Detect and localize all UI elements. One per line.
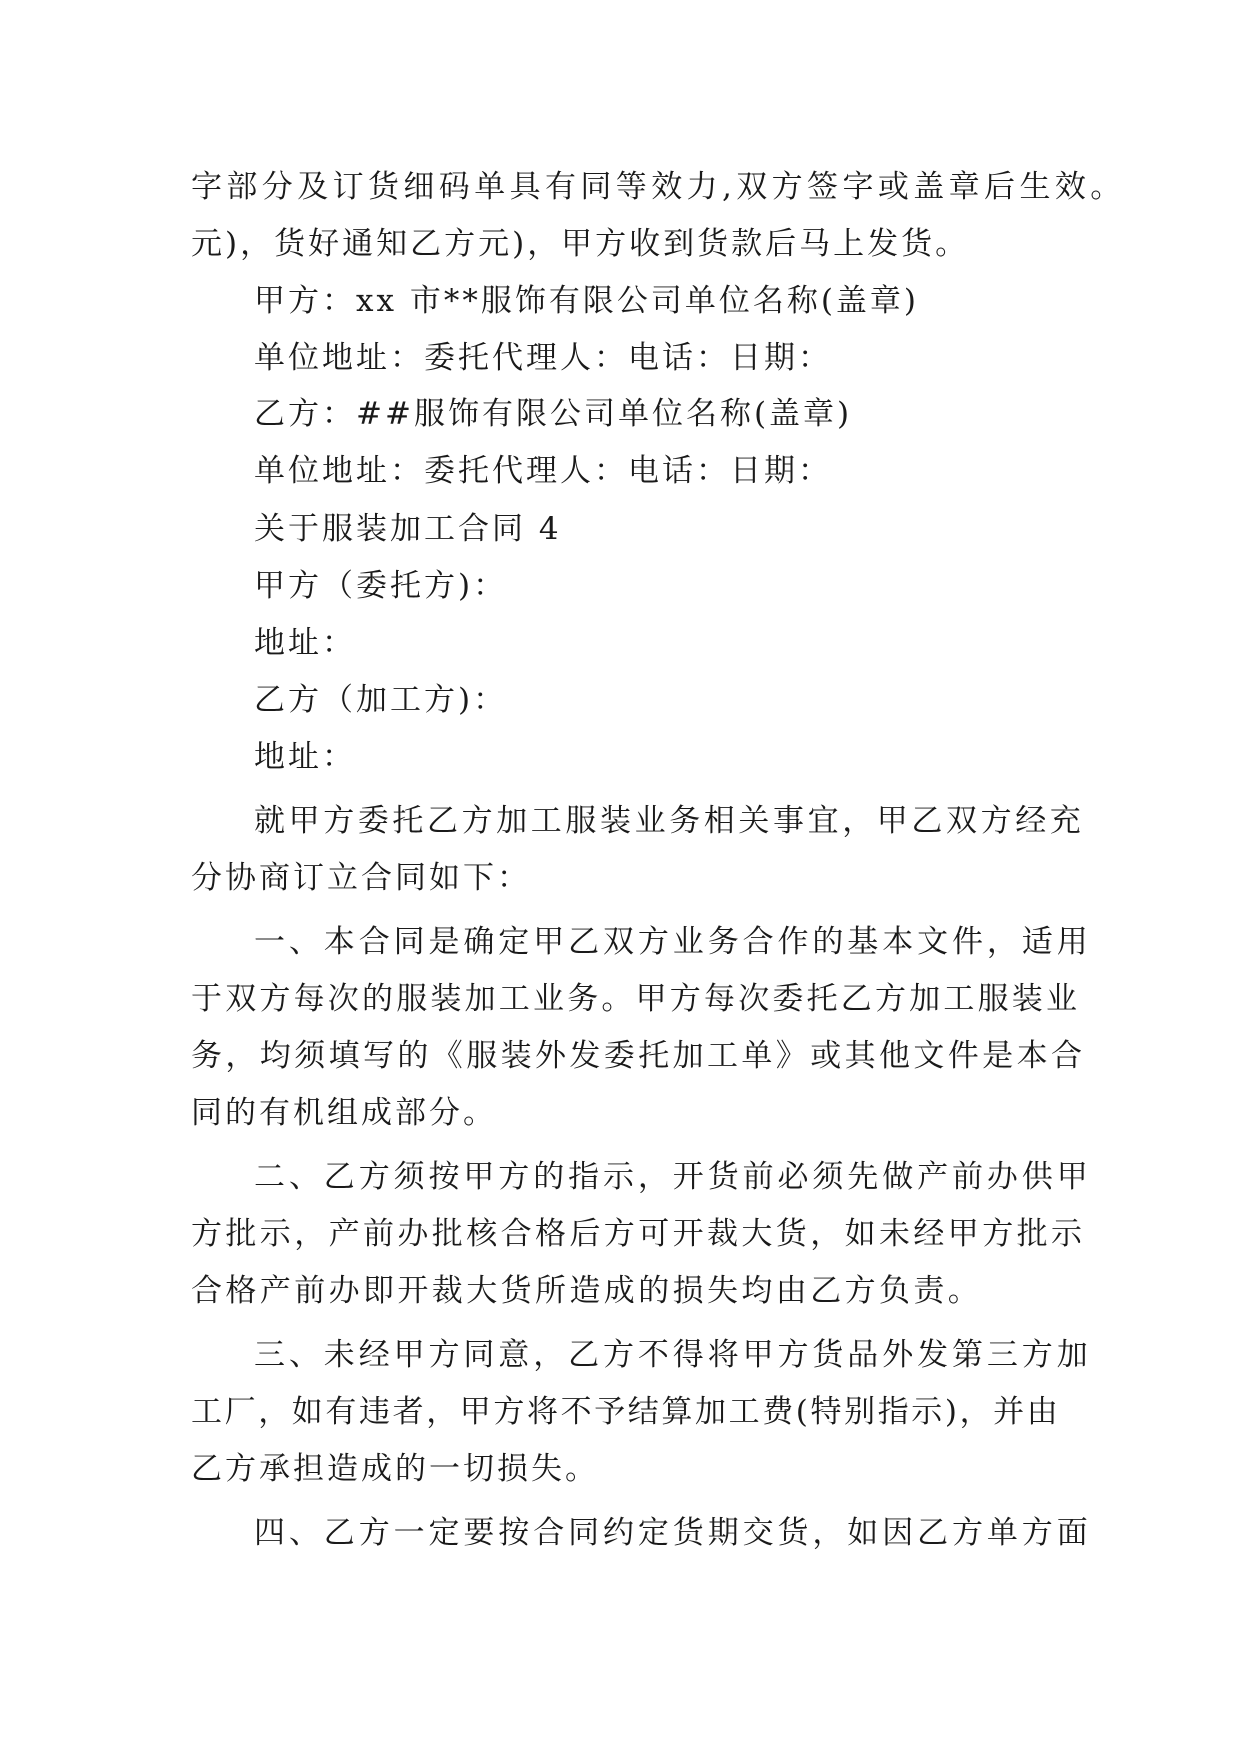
text-line: 字部分及订货细码单具有同等效力,双方签字或盖章后生效。 xyxy=(191,169,1126,205)
party-a-line: 甲方：xx 市**服饰有限公司单位名称(盖章) xyxy=(254,283,920,319)
clause-3-line: 乙方承担造成的一切损失。 xyxy=(191,1451,599,1487)
clause-1-line: 于双方每次的服装加工业务。甲方每次委托乙方加工服装业 xyxy=(191,981,1081,1017)
party-b-address-label: 地址： xyxy=(254,739,356,775)
clause-2-line: 二、乙方须按甲方的指示，开货前必须先做产前办供甲 xyxy=(254,1159,1092,1195)
party-a-details-line: 单位地址：委托代理人：电话：日期： xyxy=(254,340,832,376)
clause-1-line: 一、本合同是确定甲乙双方业务合作的基本文件，适用 xyxy=(254,924,1092,960)
clause-1-line: 务，均须填写的《服装外发委托加工单》或其他文件是本合 xyxy=(191,1038,1086,1074)
text-line: 元)，货好通知乙方元)，甲方收到货款后马上发货。 xyxy=(191,226,970,262)
clause-1-line: 同的有机组成部分。 xyxy=(191,1095,497,1131)
party-b-details-line: 单位地址：委托代理人：电话：日期： xyxy=(254,453,832,489)
party-a-client-label: 甲方（委托方)： xyxy=(254,568,508,604)
clause-2-line: 合格产前办即开裁大货所造成的损失均由乙方负责。 xyxy=(191,1273,983,1309)
preamble-line: 分协商订立合同如下： xyxy=(191,860,531,896)
clause-3-line: 工厂，如有违者，甲方将不予结算加工费(特别指示)，并由 xyxy=(191,1394,1061,1430)
party-a-address-label: 地址： xyxy=(254,625,356,661)
contract-title: 关于服装加工合同 4 xyxy=(254,511,562,547)
preamble-line: 就甲方委托乙方加工服装业务相关事宜，甲乙双方经充 xyxy=(254,803,1085,839)
clause-3-line: 三、未经甲方同意，乙方不得将甲方货品外发第三方加 xyxy=(254,1337,1092,1373)
clause-4-line: 四、乙方一定要按合同约定货期交货，如因乙方单方面 xyxy=(254,1515,1092,1551)
party-b-processor-label: 乙方（加工方)： xyxy=(254,682,508,718)
party-b-line: 乙方：##服饰有限公司单位名称(盖章) xyxy=(254,396,853,432)
clause-2-line: 方批示，产前办批核合格后方可开裁大货，如未经甲方批示 xyxy=(191,1216,1086,1252)
